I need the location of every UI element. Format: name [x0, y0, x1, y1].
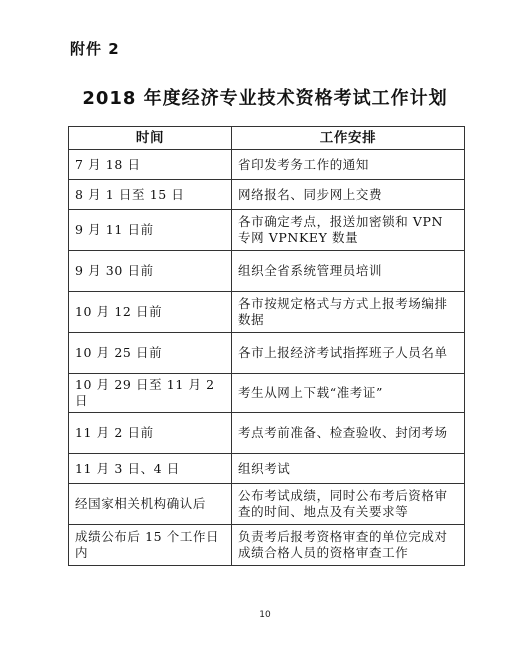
row-time-cell: 11 月 3 日、4 日	[69, 454, 232, 484]
header-time: 时间	[69, 127, 232, 150]
row-task-cell: 省印发考务工作的通知	[232, 150, 465, 180]
table-row	[69, 374, 465, 413]
table-row	[69, 484, 465, 525]
row-time-cell: 10 月 12 日前	[69, 292, 232, 333]
row-task-cell: 组织全省系统管理员培训	[232, 251, 465, 292]
table-row	[69, 180, 465, 210]
table-row	[69, 454, 465, 484]
row-time-cell: 经国家相关机构确认后	[69, 484, 232, 525]
table-row	[69, 333, 465, 374]
table-row	[69, 210, 465, 251]
row-task-cell: 网络报名、同步网上交费	[232, 180, 465, 210]
row-task-cell: 组织考试	[232, 454, 465, 484]
table-row	[69, 525, 465, 566]
table-row	[69, 413, 465, 454]
table-row	[69, 292, 465, 333]
schedule-table	[68, 126, 465, 566]
header-work-arrangement: 工作安排	[232, 127, 465, 150]
row-time-cell: 10 月 29 日至 11 月 2 日	[69, 374, 232, 413]
table-row	[69, 150, 465, 180]
document-title: 2018 年度经济专业技术资格考试工作计划	[82, 88, 448, 109]
row-task-cell: 考点考前准备、检查验收、封闭考场	[232, 413, 465, 454]
table-row	[69, 251, 465, 292]
row-time-cell: 9 月 30 日前	[69, 251, 232, 292]
row-task-cell: 各市按规定格式与方式上报考场编排数据	[232, 292, 465, 333]
row-task-cell: 负责考后报考资格审查的单位完成对成绩合格人员的资格审查工作	[232, 525, 465, 566]
attachment-label: 附件 2	[70, 40, 120, 58]
page-number: 10	[259, 610, 271, 620]
row-task-cell: 各市上报经济考试指挥班子人员名单	[232, 333, 465, 374]
row-task-cell: 各市确定考点，报送加密锁和 VPN 专网 VPNKEY 数量	[232, 210, 465, 251]
row-time-cell: 成绩公布后 15 个工作日内	[69, 525, 232, 566]
row-time-cell: 11 月 2 日前	[69, 413, 232, 454]
row-time-cell: 10 月 25 日前	[69, 333, 232, 374]
row-task-cell: 公布考试成绩，同时公布考后资格审查的时间、地点及有关要求等	[232, 484, 465, 525]
table-header-row	[69, 127, 465, 150]
row-time-cell: 9 月 11 日前	[69, 210, 232, 251]
row-time-cell: 7 月 18 日	[69, 150, 232, 180]
row-task-cell: 考生从网上下载“准考证”	[232, 374, 465, 413]
row-time-cell: 8 月 1 日至 15 日	[69, 180, 232, 210]
